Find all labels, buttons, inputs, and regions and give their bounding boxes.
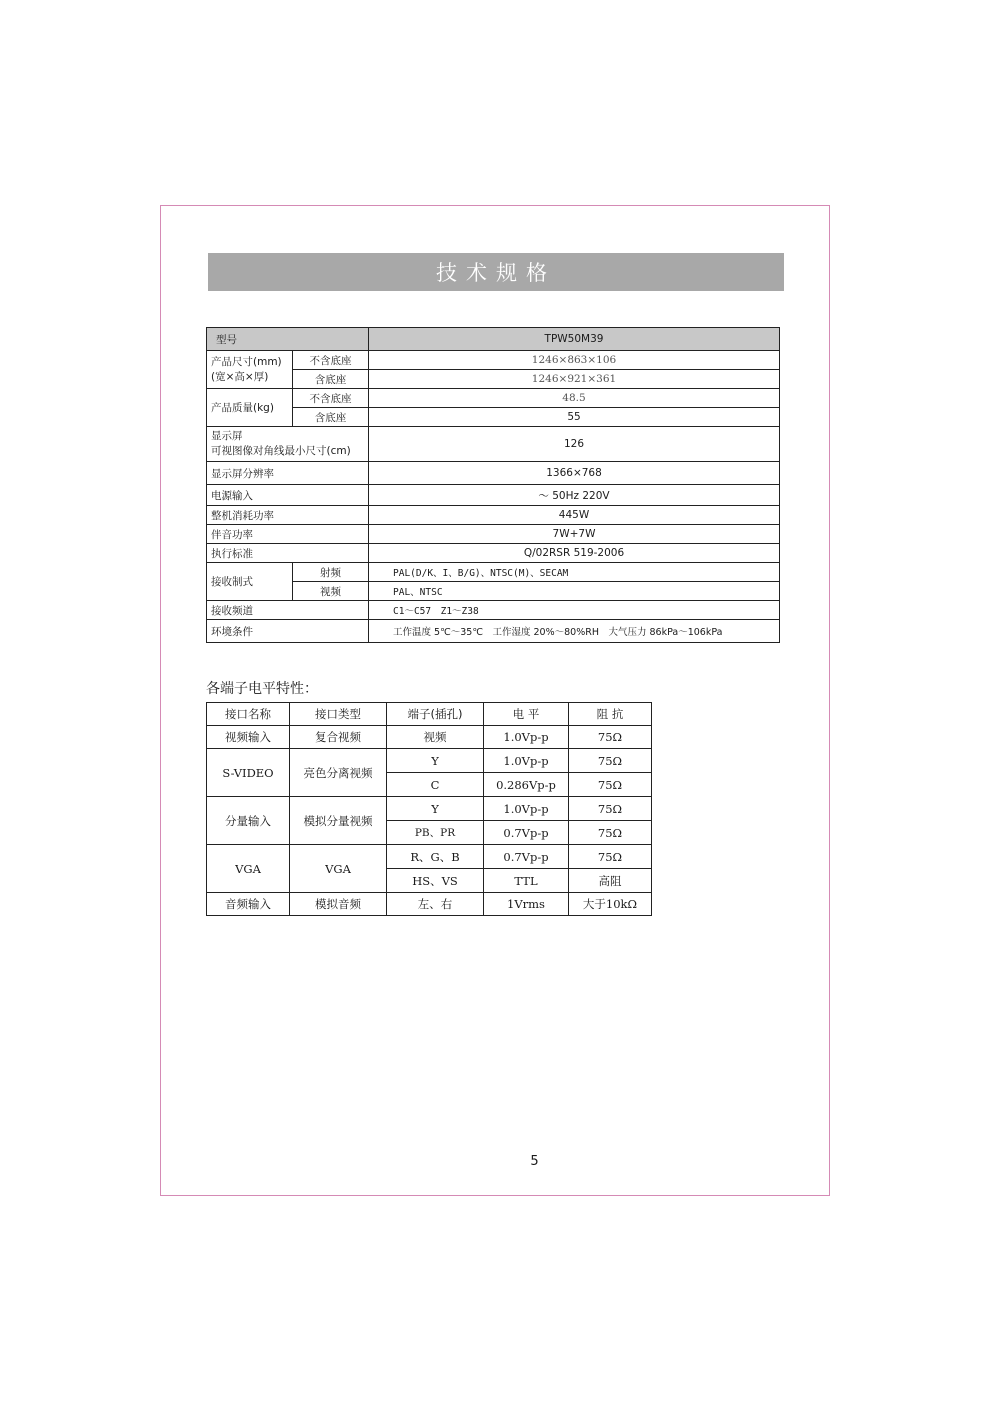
audio-power-value: 7W+7W: [369, 525, 780, 544]
header-cell: 接口名称: [207, 703, 290, 726]
port-name: S-VIDEO: [207, 749, 290, 797]
header-cell: 阻 抗: [569, 703, 652, 726]
port-name: 音频输入: [207, 893, 290, 916]
weight-label: 产品质量(kg): [207, 389, 293, 427]
port-impedance: 75Ω: [569, 821, 652, 845]
screen-label: [207, 427, 369, 462]
page-title: 技术规格: [208, 253, 784, 291]
table-row: [207, 563, 780, 582]
channel-label: 接收频道: [207, 601, 369, 620]
standard-value: Q/02RSR 519-2006: [369, 544, 780, 563]
port-impedance: 大于10kΩ: [569, 893, 652, 916]
table-header-row: [207, 703, 652, 726]
table-row: [207, 351, 780, 370]
port-terminal: Y: [387, 797, 484, 821]
port-level: 1Vrms: [484, 893, 569, 916]
size-label-line2: (宽×高×厚): [211, 370, 269, 383]
header-cell: 接口类型: [290, 703, 387, 726]
port-name: VGA: [207, 845, 290, 893]
size-with-stand-value: 1246×921×361: [369, 370, 780, 389]
table-row: [207, 328, 780, 351]
ports-table: [206, 702, 652, 916]
port-terminal: 视频: [387, 726, 484, 749]
env-label: 环境条件: [207, 620, 369, 643]
power-consumption-value: 445W: [369, 506, 780, 525]
audio-power-label: 伴音功率: [207, 525, 369, 544]
port-type: 模拟分量视频: [290, 797, 387, 845]
screen-value: 126: [369, 427, 780, 462]
power-input-label: 电源输入: [207, 485, 369, 506]
page-number: 5: [530, 1154, 539, 1169]
port-type: 亮色分离视频: [290, 749, 387, 797]
table-row: [207, 582, 780, 601]
model-label: 型号: [207, 328, 369, 351]
table-row: [207, 485, 780, 506]
spec-table: [206, 327, 780, 643]
table-row: [207, 462, 780, 485]
power-consumption-label: 整机消耗功率: [207, 506, 369, 525]
power-input-value: ～ 50Hz 220V: [369, 485, 780, 506]
port-impedance: 75Ω: [569, 773, 652, 797]
port-terminal: R、G、B: [387, 845, 484, 869]
port-terminal: 左、右: [387, 893, 484, 916]
table-row: [207, 601, 780, 620]
table-row: [207, 726, 652, 749]
table-row: [207, 544, 780, 563]
table-row: [207, 389, 780, 408]
size-label: [207, 351, 293, 389]
screen-label-line1: 显示屏: [211, 430, 243, 442]
header-cell: 电 平: [484, 703, 569, 726]
table-row: [207, 408, 780, 427]
table-row: [207, 525, 780, 544]
weight-no-stand-label: 不含底座: [293, 389, 369, 408]
port-name: 视频输入: [207, 726, 290, 749]
env-value: 工作温度 5℃～35℃ 工作湿度 20%～80%RH 大气压力 86kPa～106kPa: [369, 620, 780, 643]
weight-with-stand-label: 含底座: [293, 408, 369, 427]
port-level: 0.7Vp-p: [484, 821, 569, 845]
table-row: [207, 797, 652, 821]
port-level: 0.286Vp-p: [484, 773, 569, 797]
port-terminal: PB、PR: [387, 821, 484, 845]
table-row: [207, 620, 780, 643]
table-row: [207, 370, 780, 389]
size-with-stand-label: 含底座: [293, 370, 369, 389]
standard-label: 执行标准: [207, 544, 369, 563]
port-level: 1.0Vp-p: [484, 797, 569, 821]
port-type: 复合视频: [290, 726, 387, 749]
weight-with-stand-value: 55: [369, 408, 780, 427]
table-row: [207, 893, 652, 916]
resolution-value: 1366×768: [369, 462, 780, 485]
video-value: PAL、NTSC: [369, 582, 780, 601]
weight-no-stand-value: 48.5: [369, 389, 780, 408]
port-impedance: 高阻: [569, 869, 652, 893]
port-name: 分量输入: [207, 797, 290, 845]
port-terminal: HS、VS: [387, 869, 484, 893]
size-no-stand-label: 不含底座: [293, 351, 369, 370]
channel-value: C1～C57 Z1～Z38: [369, 601, 780, 620]
port-impedance: 75Ω: [569, 845, 652, 869]
video-label: 视频: [293, 582, 369, 601]
port-level: TTL: [484, 869, 569, 893]
table-row: [207, 749, 652, 773]
resolution-label: 显示屏分辨率: [207, 462, 369, 485]
model-value: TPW50M39: [369, 328, 780, 351]
port-impedance: 75Ω: [569, 726, 652, 749]
table-row: [207, 506, 780, 525]
port-terminal: Y: [387, 749, 484, 773]
receive-label: 接收制式: [207, 563, 293, 601]
screen-label-line2: 可视图像对角线最小尺寸(cm): [211, 445, 351, 457]
port-terminal: C: [387, 773, 484, 797]
port-impedance: 75Ω: [569, 749, 652, 773]
port-level: 1.0Vp-p: [484, 726, 569, 749]
port-level: 1.0Vp-p: [484, 749, 569, 773]
table-row: [207, 427, 780, 462]
rf-value: PAL(D/K、I、B/G)、NTSC(M)、SECAM: [369, 563, 780, 582]
size-no-stand-value: 1246×863×106: [369, 351, 780, 370]
port-level: 0.7Vp-p: [484, 845, 569, 869]
port-type: VGA: [290, 845, 387, 893]
rf-label: 射频: [293, 563, 369, 582]
port-type: 模拟音频: [290, 893, 387, 916]
ports-section-title: 各端子电平特性：: [206, 681, 318, 697]
table-row: [207, 845, 652, 869]
port-impedance: 75Ω: [569, 797, 652, 821]
header-cell: 端子(插孔): [387, 703, 484, 726]
size-label-line1: 产品尺寸(mm): [211, 355, 282, 368]
